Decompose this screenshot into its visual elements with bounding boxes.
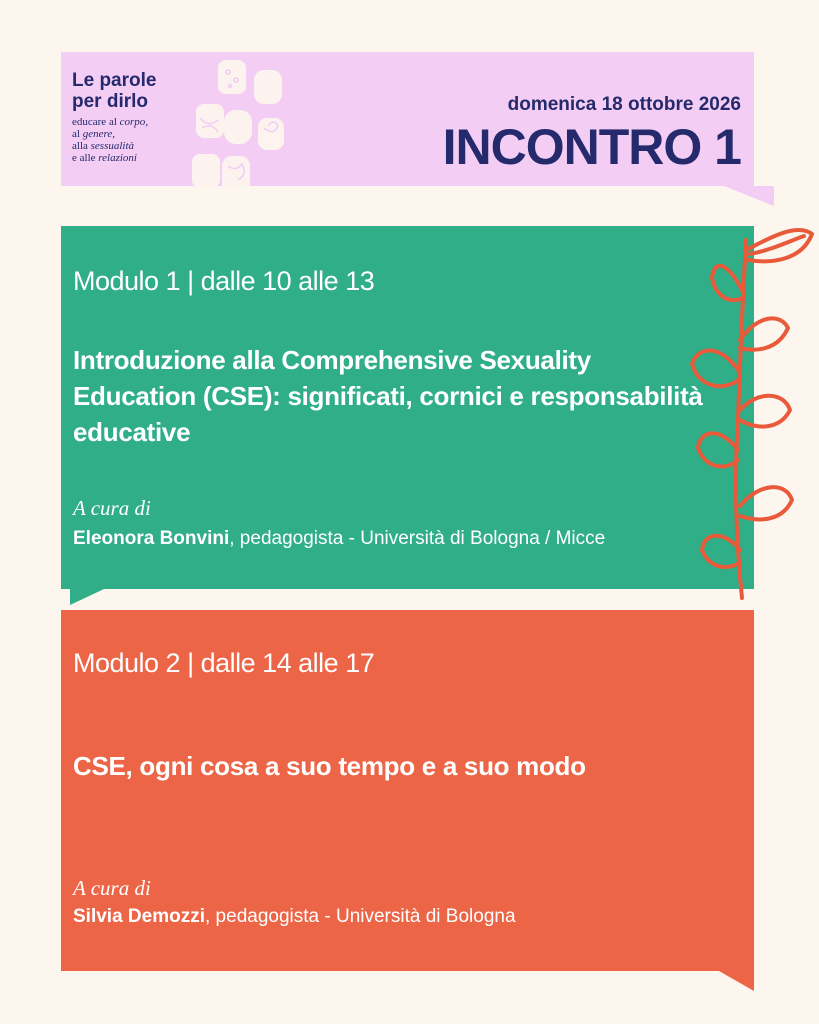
module-1-speech-tail bbox=[70, 589, 104, 605]
logo-title-line1: Le parole bbox=[72, 70, 157, 91]
module-1-speaker-name: Eleonora Bonvini bbox=[73, 528, 230, 549]
module-2-card bbox=[61, 610, 754, 971]
module-2-speaker-role: , pedagogista - Università di Bologna bbox=[205, 906, 516, 927]
module-2-curated-label: A cura di bbox=[73, 876, 151, 900]
module-1-curated-label: A cura di bbox=[73, 496, 151, 520]
module-2-label: Modulo 2 | dalle 14 alle 17 bbox=[73, 648, 375, 678]
module-1-label: Modulo 1 | dalle 10 alle 13 bbox=[73, 266, 375, 296]
leaf-branch-icon bbox=[676, 220, 816, 610]
logo-title-line2: per dirlo bbox=[72, 91, 149, 112]
module-1-title: Introduzione alla Comprehensive Sexuality Education (CSE): significati, cornici e responsabilità educative bbox=[73, 345, 703, 447]
event-date: domenica 18 ottobre 2026 bbox=[507, 94, 741, 115]
module-1-speaker bbox=[73, 528, 605, 550]
module-2-title: CSE, ogni cosa a suo tempo e a suo modo bbox=[73, 751, 586, 781]
module-2-speaker bbox=[73, 906, 516, 928]
tiles-logo-icon bbox=[188, 58, 288, 200]
event-title: INCONTRO 1 bbox=[442, 119, 741, 175]
module-2-speech-tail bbox=[719, 971, 754, 991]
module-2-speaker-name: Silvia Demozzi bbox=[73, 906, 205, 927]
module-1-speaker-role: , pedagogista - Università di Bologna / Micce bbox=[229, 528, 606, 549]
logo-subtitle: educare al corpo, al genere, alla sessualità e alle relazioni bbox=[72, 116, 149, 164]
logo-title bbox=[72, 70, 156, 112]
module-1-card bbox=[61, 226, 754, 589]
header-speech-tail bbox=[724, 186, 774, 206]
